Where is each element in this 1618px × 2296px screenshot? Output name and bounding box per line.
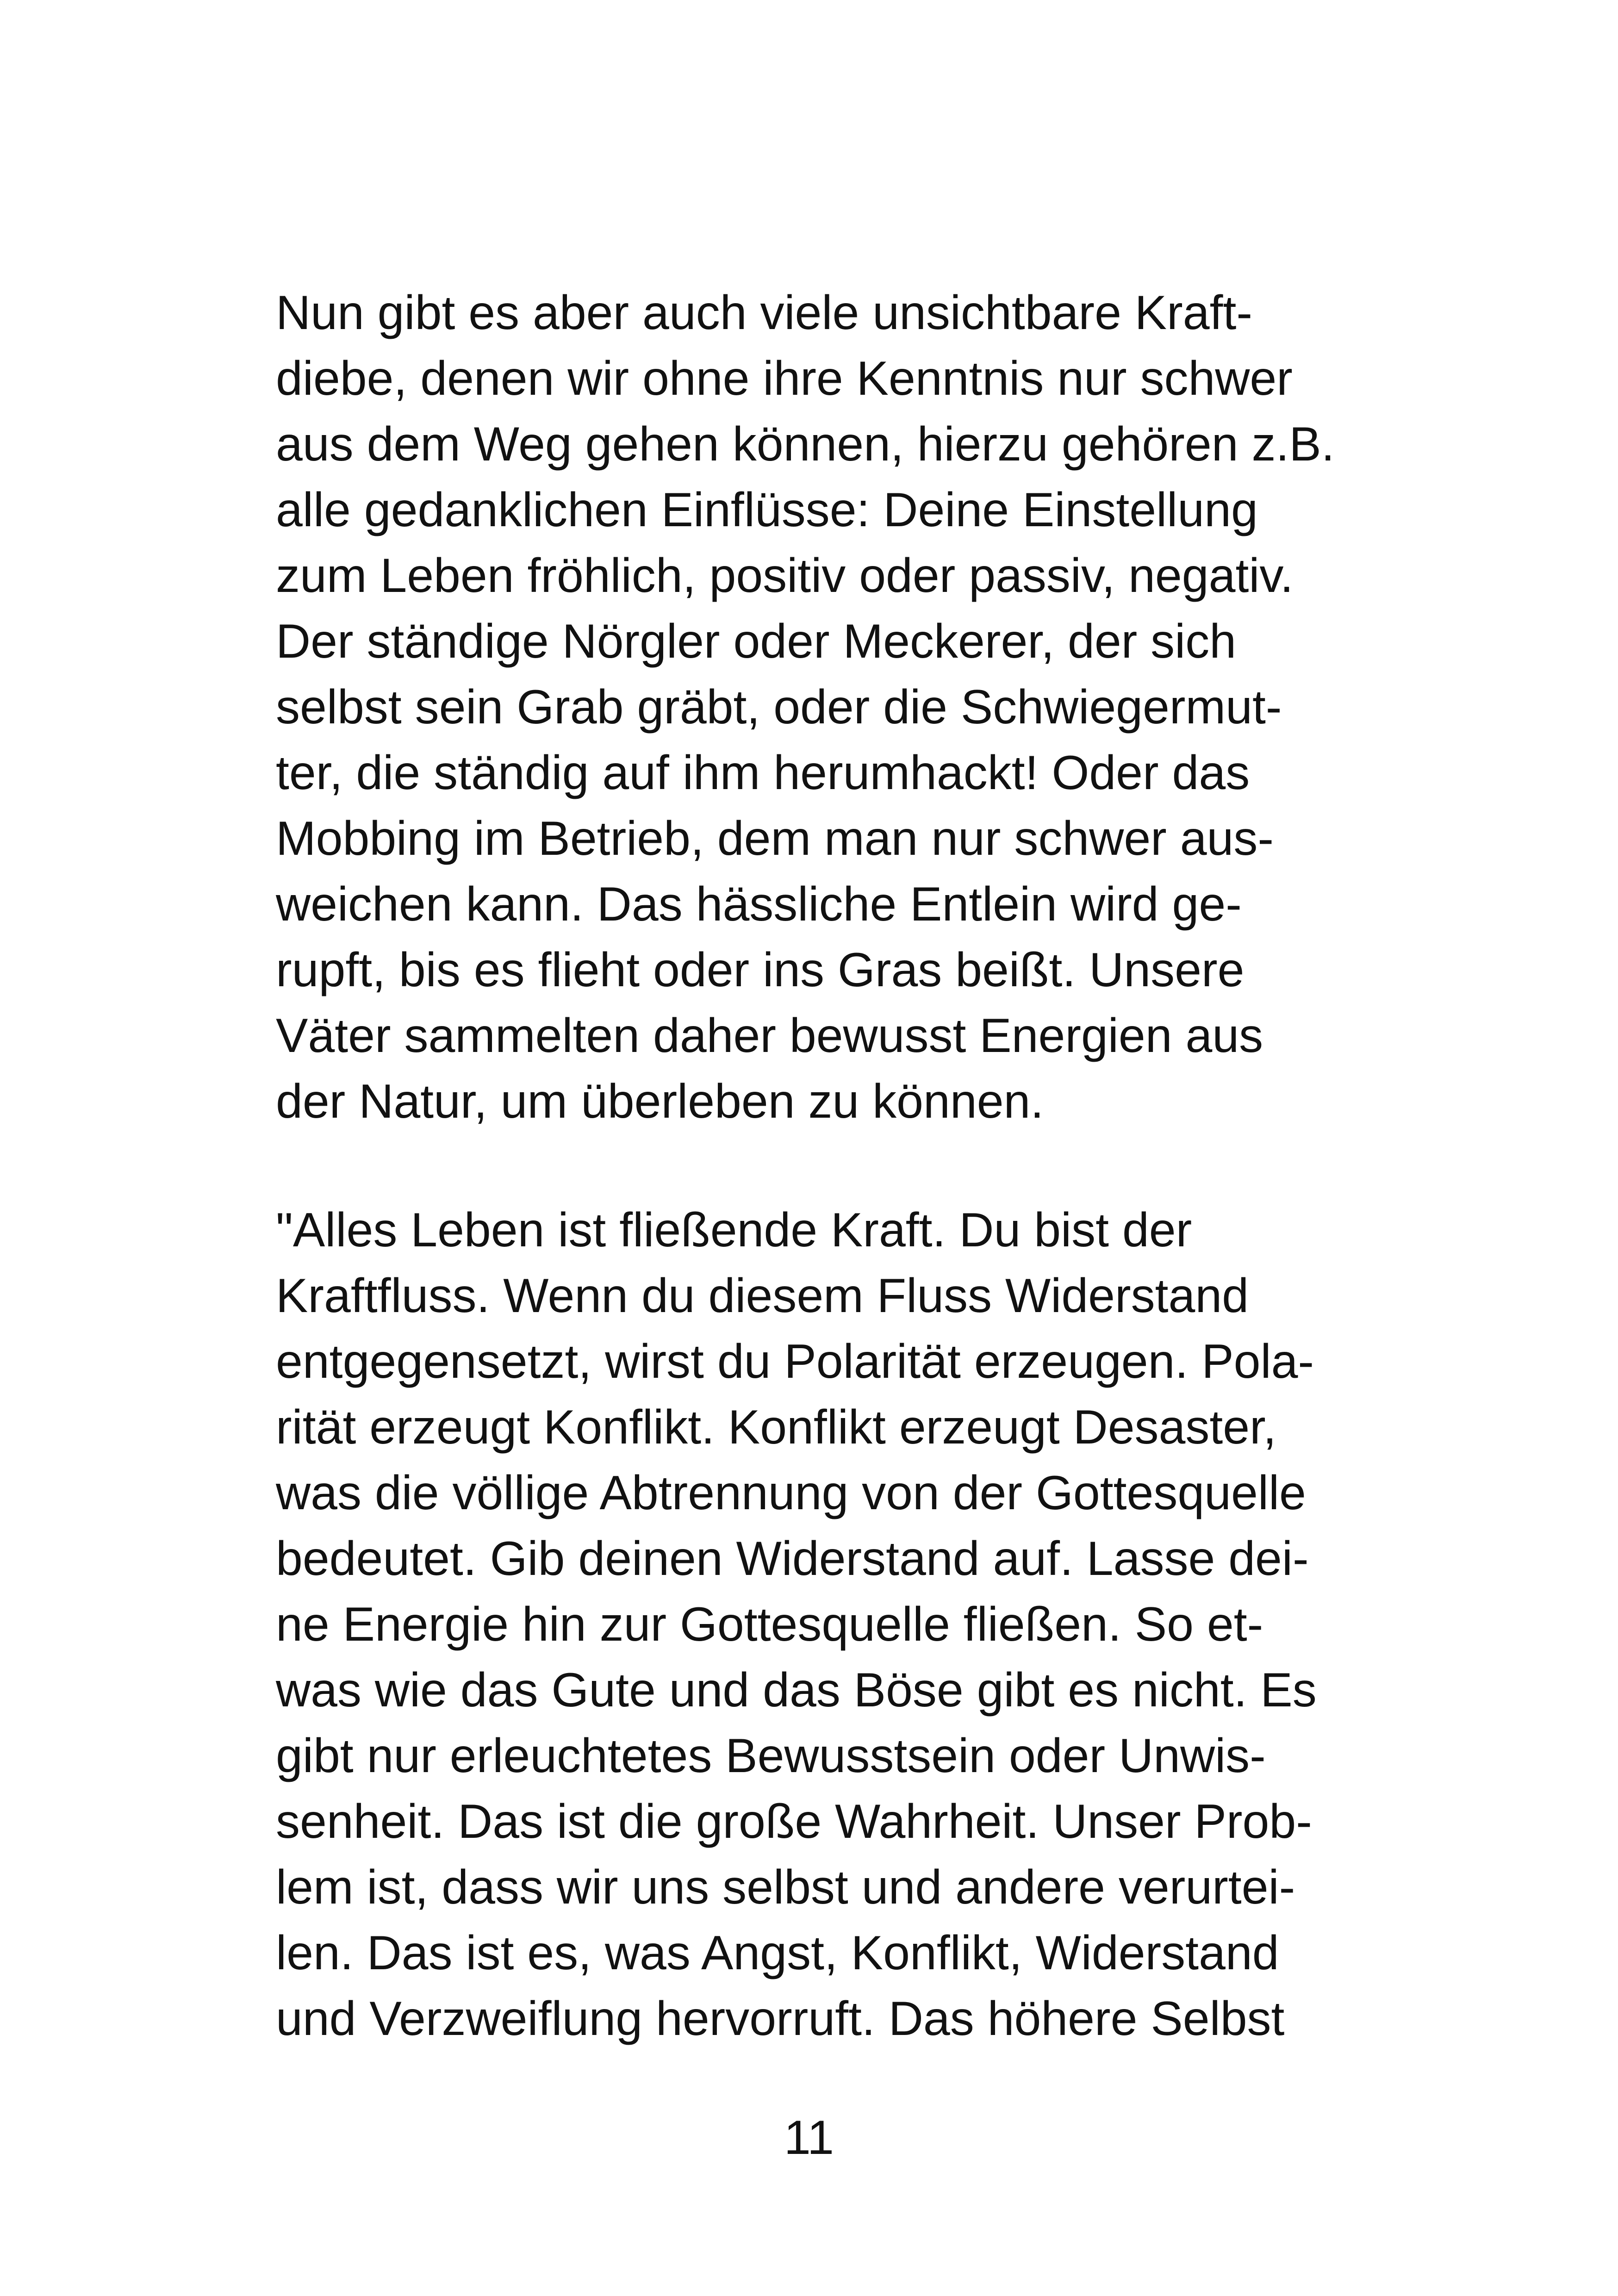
- text-line: len. Das ist es, was Angst, Konflikt, Widerstand: [276, 1926, 1279, 1980]
- text-line: selbst sein Grab gräbt, oder die Schwiegermut-: [276, 680, 1282, 734]
- text-line: diebe, denen wir ohne ihre Kenntnis nur schwer: [276, 352, 1293, 405]
- text-line: Mobbing im Betrieb, dem man nur schwer aus-: [276, 812, 1274, 865]
- text-line: zum Leben fröhlich, positiv oder passiv, negativ.: [276, 549, 1294, 603]
- text-line: rupft, bis es flieht oder ins Gras beißt. Unsere: [276, 943, 1245, 997]
- text-line: lem ist, dass wir uns selbst und andere verurtei-: [276, 1860, 1295, 1914]
- text-line: rität erzeugt Konflikt. Konflikt erzeugt Desaster,: [276, 1400, 1276, 1454]
- text-line: entgegensetzt, wirst du Polarität erzeugen. Pola-: [276, 1335, 1314, 1388]
- text-line: "Alles Leben ist fließende Kraft. Du bist der: [276, 1203, 1192, 1257]
- text-line: was wie das Gute und das Böse gibt es nicht. Es: [276, 1663, 1317, 1717]
- text-line: bedeutet. Gib deinen Widerstand auf. Lasse dei-: [276, 1532, 1309, 1586]
- text-line: der Natur, um überleben zu können.: [276, 1075, 1044, 1128]
- page-number: 11: [784, 2111, 834, 2165]
- text-line: gibt nur erleuchtetes Bewusstsein oder Unwis-: [276, 1729, 1266, 1783]
- text-line: alle gedanklichen Einflüsse: Deine Einstellung: [276, 483, 1258, 537]
- text-line: Kraftfluss. Wenn du diesem Fluss Widerstand: [276, 1269, 1249, 1323]
- text-line: und Verzweiflung hervorruft. Das höhere Selbst: [276, 1992, 1285, 2046]
- text-line: ne Energie hin zur Gottesquelle fließen. So et-: [276, 1598, 1263, 1651]
- text-line: senheit. Das ist die große Wahrheit. Unser Prob-: [276, 1795, 1312, 1848]
- text-line: Nun gibt es aber auch viele unsichtbare Kraft-: [276, 286, 1253, 340]
- text-line: Väter sammelten daher bewusst Energien aus: [276, 1009, 1263, 1063]
- paragraph-1: [276, 280, 1414, 1134]
- paragraph-2: [276, 1197, 1414, 2052]
- text-line: ter, die ständig auf ihm herumhackt! Oder das: [276, 746, 1250, 800]
- text-line: Der ständige Nörgler oder Meckerer, der sich: [276, 615, 1237, 668]
- text-line: weichen kann. Das hässliche Entlein wird ge-: [276, 877, 1242, 931]
- text-line: aus dem Weg gehen können, hierzu gehören z.B.: [276, 417, 1335, 471]
- text-line: was die völlige Abtrennung von der Gottesquelle: [276, 1466, 1306, 1520]
